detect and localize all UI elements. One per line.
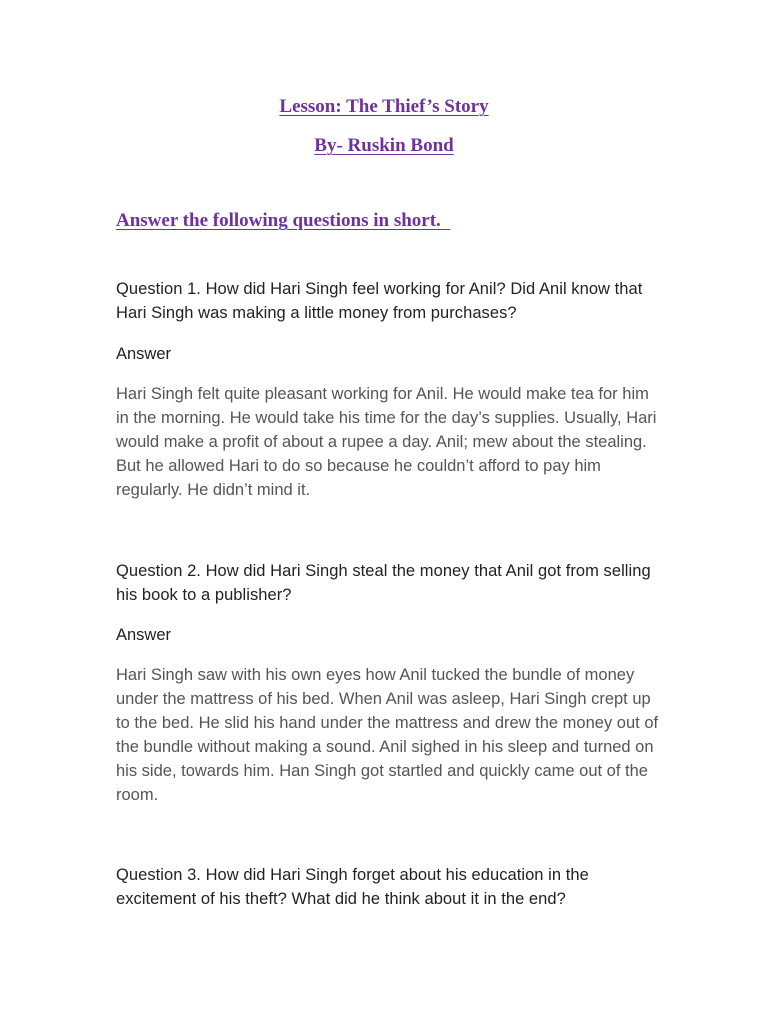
answer-1-text: Hari Singh felt quite pleasant working for Anil. He would make tea for him in the morning. He would take his time for the day’s supplies. Usually, Hari would make a profit of about a rupee a day. Anil; mew about the stealing. But he allowed Hari to do so because he couldn’t afford to pay him regularly. He didn’t mind it. <box>116 385 657 499</box>
question-1: Question 1. How did Hari Singh feel working for Anil? Did Anil know that Hari Singh was making a little money from purchases? <box>116 280 643 322</box>
instruction-heading: Answer the following questions in short. <box>116 210 451 231</box>
lesson-title: Lesson: The Thief’s Story <box>279 96 489 117</box>
author-line: By- Ruskin Bond <box>314 135 454 156</box>
answer-2-text: Hari Singh saw with his own eyes how Anil tucked the bundle of money under the mattress of his bed. When Anil was asleep, Hari Singh crept up to the bed. He slid his hand under the mattress and drew the money out of the bundle without making a sound. Anil sighed in his sleep and turned on his side, towards him. Han Singh got startled and quickly came out of the room. <box>116 666 659 804</box>
question-2: Question 2. How did Hari Singh steal the money that Anil got from selling his book to a publisher? <box>116 562 651 604</box>
answer-2-label: Answer <box>116 626 172 644</box>
answer-1-label: Answer <box>116 345 172 363</box>
question-3: Question 3. How did Hari Singh forget about his education in the excitement of his theft? What did he think about it in the end? <box>116 866 589 908</box>
